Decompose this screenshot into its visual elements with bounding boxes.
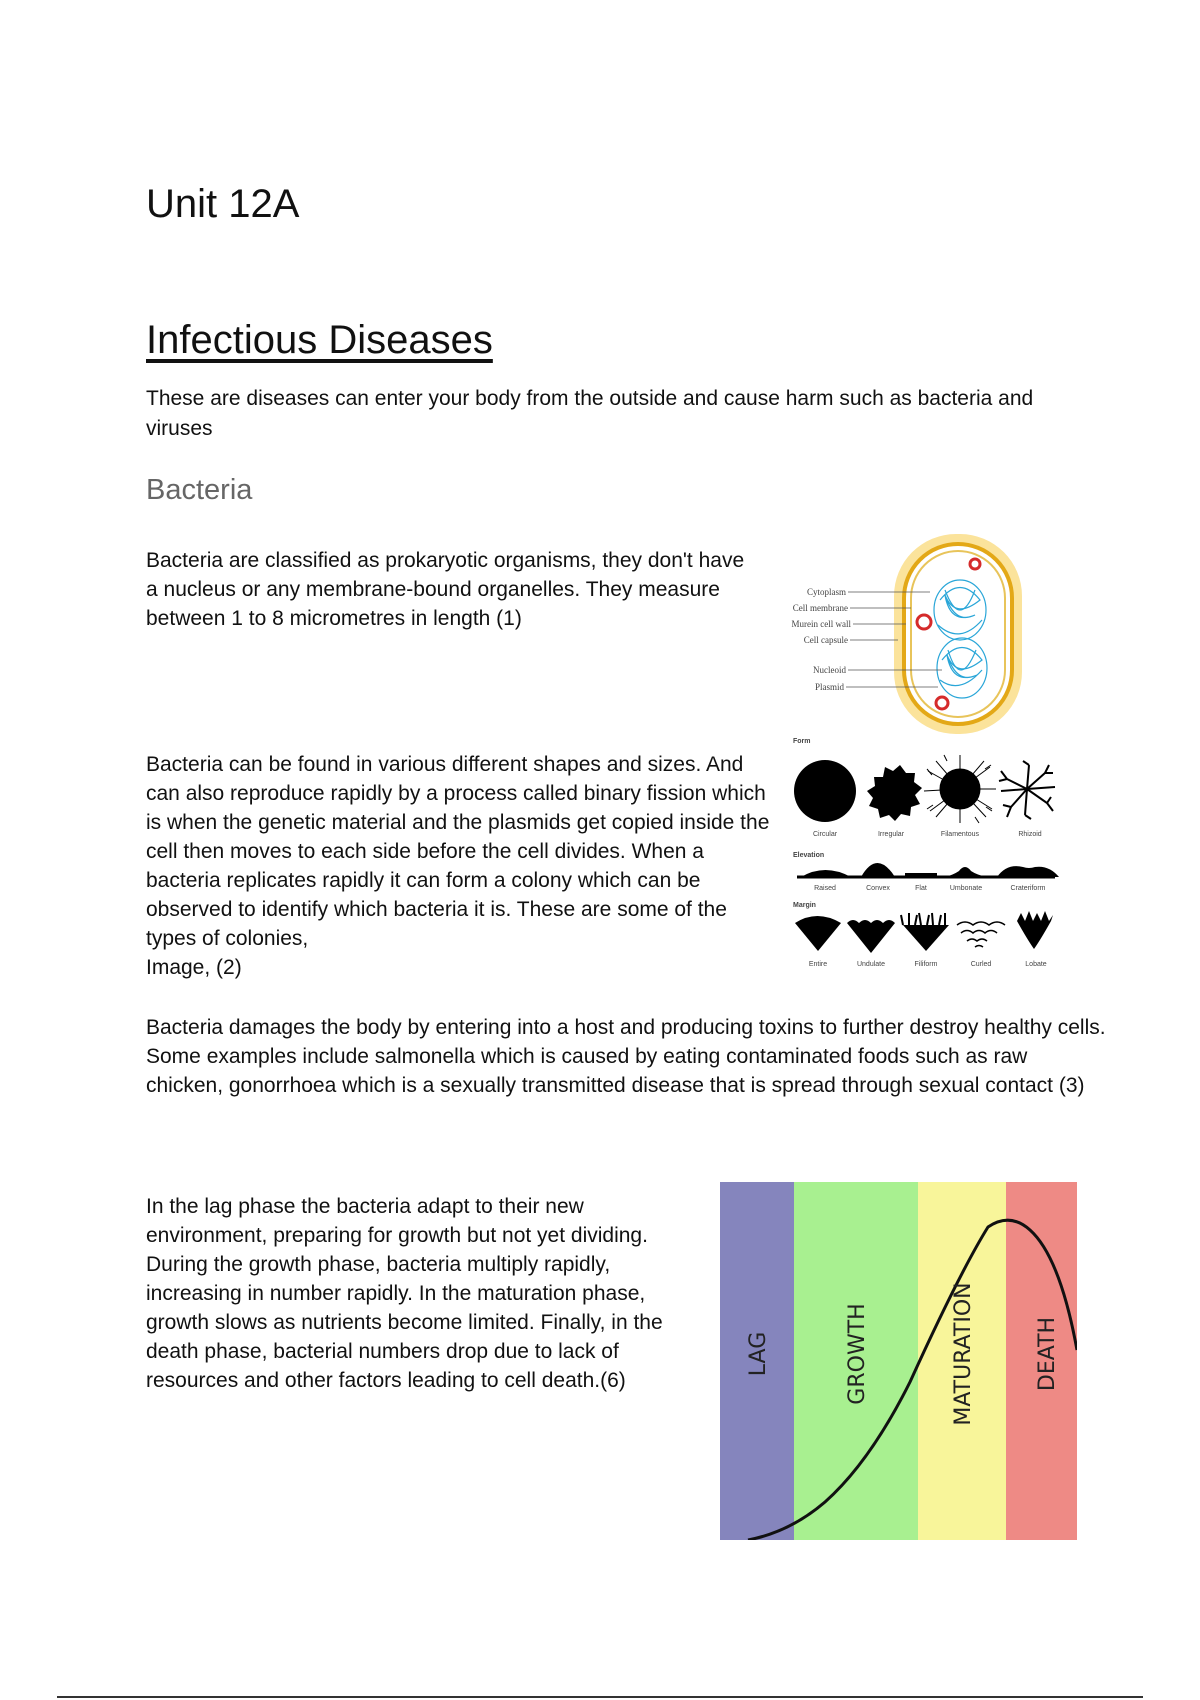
elevation-label: Convex <box>866 885 890 892</box>
lobate-margin-icon <box>1017 911 1053 949</box>
undulate-margin-icon <box>847 920 895 953</box>
cell-label: Cell membrane <box>792 603 848 613</box>
convex-elevation-icon <box>861 863 895 877</box>
shapes-paragraph <box>146 750 776 982</box>
elevation-label: Raised <box>814 885 836 892</box>
margin-label: Filiform <box>914 961 938 968</box>
umbonate-elevation-icon <box>945 867 987 877</box>
cell-label: Cytoplasm <box>806 587 846 597</box>
form-label: Filamentous <box>940 831 980 838</box>
filamentous-colony-icon <box>924 755 996 823</box>
document-title: Unit 12A <box>146 182 300 226</box>
margin-label: Lobate <box>1025 961 1047 968</box>
phase-label-lag: LAG <box>746 1331 771 1377</box>
curled-margin-icon <box>957 922 1005 947</box>
cell-label: Cell capsule <box>803 635 848 645</box>
elevation-label: Crateriform <box>1010 885 1046 892</box>
form-label: Circular <box>812 831 838 838</box>
flat-elevation-icon <box>905 873 937 877</box>
margin-label: Undulate <box>856 961 886 968</box>
margin-label: Curled <box>970 961 992 968</box>
form-label: Irregular <box>877 831 905 838</box>
growth-paragraph: In the lag phase the bacteria adapt to their new environment, preparing for growth but not yet dividing. During the growth phase, bacteria multiply rapidly, increasing in number rapidly. In the maturation phase, growth slows as nutrients become limited. Finally, in the death phase, bacterial numbers drop due to lack of resources and other factors leading to cell death.(6) <box>146 1195 663 1392</box>
cell-label: Nucleoid <box>813 665 846 675</box>
margin-label: Entire <box>808 961 828 968</box>
intro-paragraph: These are diseases can enter your body from the outside and cause harm such as bacteria and viruses <box>146 387 1034 440</box>
filiform-margin-icon <box>901 913 949 951</box>
bacteria-cell-diagram <box>770 530 1070 735</box>
structure-paragraph: Bacteria are classified as prokaryotic organisms, they don't have a nucleus or any membrane-bound organelles. They measure between 1 to 8 micrometres in length (1) <box>146 549 745 630</box>
elevation-label: Flat <box>915 885 927 892</box>
phase-label-growth: GROWTH <box>845 1303 870 1405</box>
page-bottom-rule <box>57 1696 1143 1698</box>
cell-label: Murein cell wall <box>791 619 851 629</box>
crateriform-elevation-icon <box>997 866 1059 877</box>
subheading: Bacteria <box>146 474 253 506</box>
phase-label-death: DEATH <box>1035 1316 1060 1392</box>
shapes-citation: Image, (2) <box>146 956 242 979</box>
elevation-heading: Elevation <box>793 852 825 859</box>
growth-phase-diagram <box>720 1182 1077 1540</box>
irregular-colony-icon <box>867 765 922 821</box>
form-label: Rhizoid <box>1018 831 1042 838</box>
phase-label-maturation: MATURATION <box>951 1282 976 1426</box>
elevation-label: Umbonate <box>949 885 983 892</box>
form-heading: Form <box>793 738 811 745</box>
rhizoid-colony-icon <box>999 761 1055 819</box>
section-heading: Infectious Diseases <box>146 318 493 362</box>
cell-label: Plasmid <box>814 682 844 692</box>
raised-elevation-icon <box>801 870 851 877</box>
colony-morphology-chart <box>785 735 1090 980</box>
circular-colony-icon <box>794 760 856 822</box>
entire-margin-icon <box>795 916 841 951</box>
margin-heading: Margin <box>793 902 816 909</box>
damage-paragraph: Bacteria damages the body by entering into a host and producing toxins to further destroy healthy cells. Some examples include salmonella which is caused by eating contaminated foods such as raw chicken, gonorrhoea which is a sexually transmitted disease that is spread through sexual contact (3) <box>146 1016 1106 1097</box>
shapes-text: Bacteria can be found in various different shapes and sizes. And can also reproduce rapidly by a process called binary fission which is when the genetic material and the plasmids get copied inside the cell then moves to each side before the cell divides. When a bacteria replicates rapidly it can form a colony which can be observed to identify which bacteria it is. These are some of the types of colonies, <box>146 753 770 950</box>
